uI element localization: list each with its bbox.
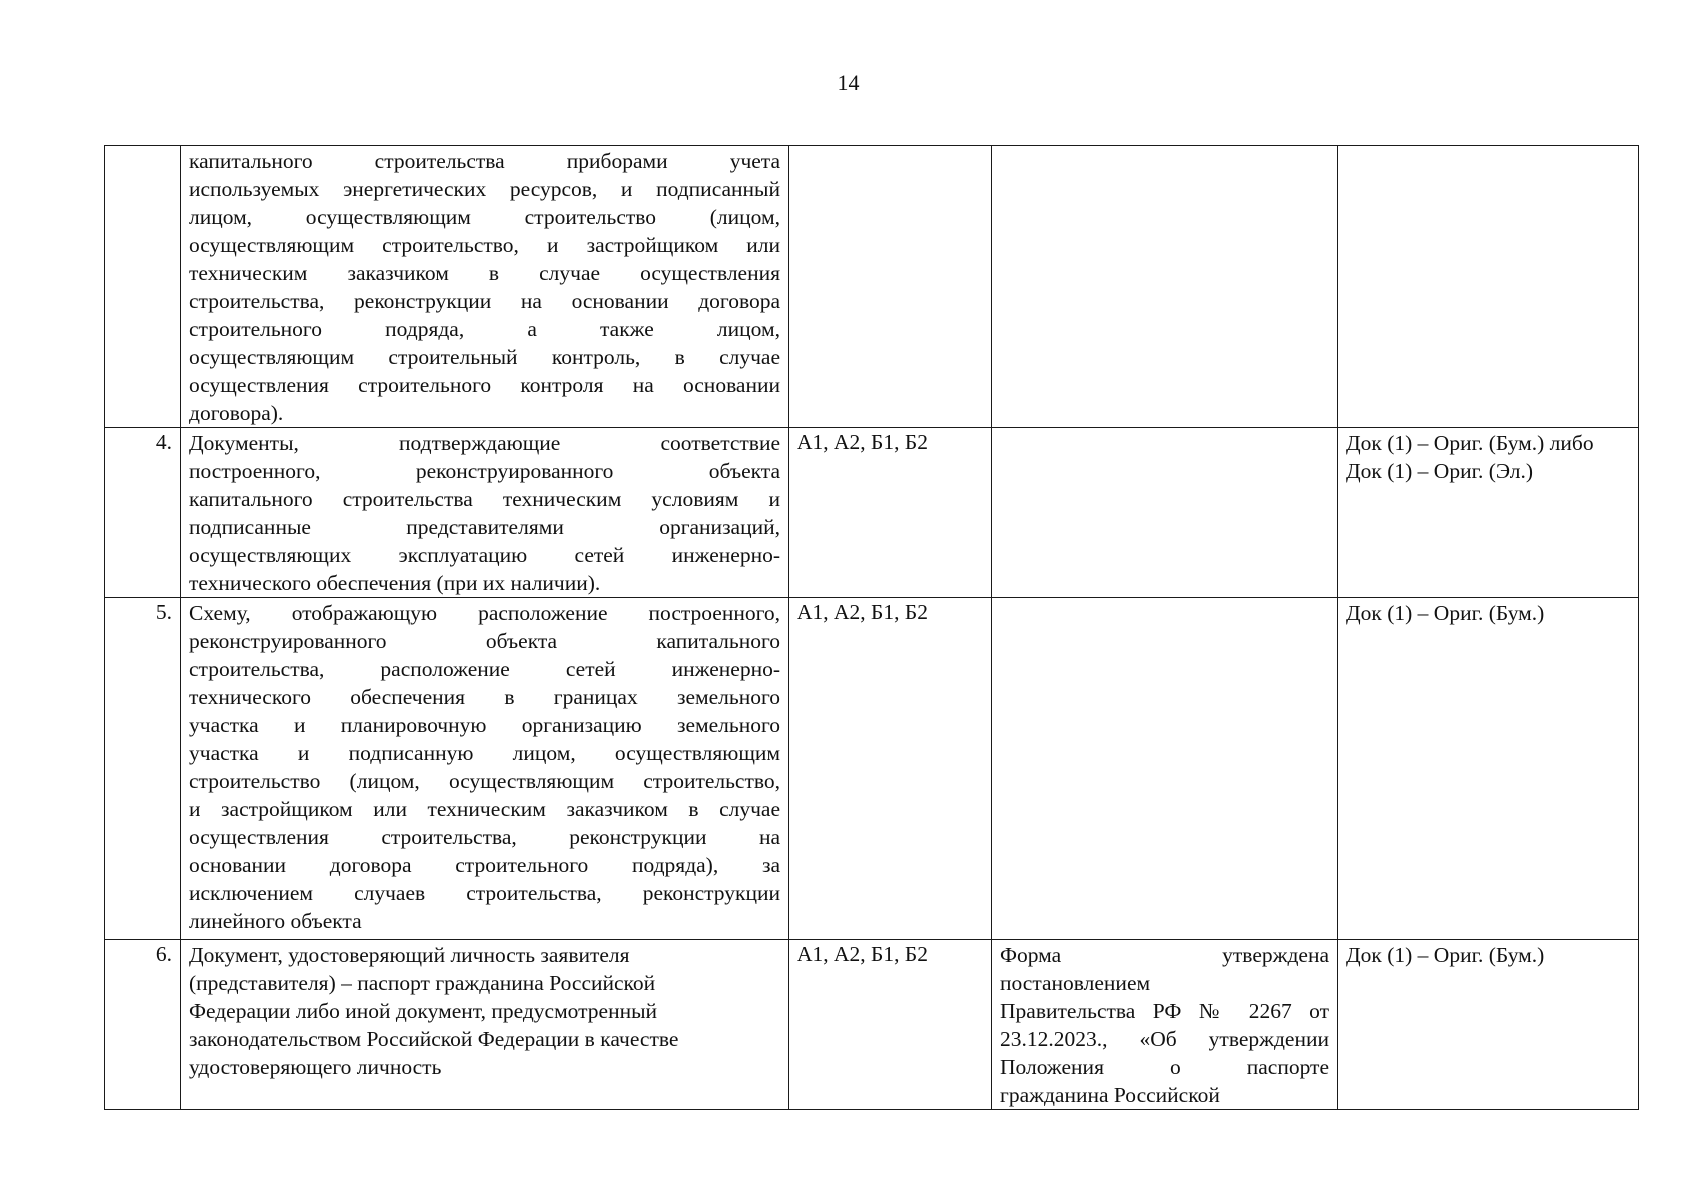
text-line: удостоверяющего личность — [189, 1055, 442, 1079]
applicant-codes: А1, А2, Б1, Б2 — [789, 940, 992, 1110]
document-form — [1338, 598, 1639, 940]
row-number: 6. — [105, 940, 181, 1110]
text-line: осуществления строительного контроля на основании — [189, 373, 780, 397]
text-line: Док (1) – Ориг. (Бум.) — [1346, 943, 1545, 967]
text-line: Схему, отображающую расположение построенного, — [189, 601, 780, 625]
table-row — [105, 940, 1639, 1110]
text-line: осуществляющих эксплуатацию сетей инженерно- — [189, 543, 780, 567]
text-line: строительного подряда, а также лицом, — [189, 317, 780, 341]
document-requirements — [992, 598, 1338, 940]
text-line: Правительства РФ № 2267 от — [1000, 999, 1329, 1023]
row-number — [105, 146, 181, 428]
applicant-codes: А1, А2, Б1, Б2 — [789, 428, 992, 598]
document-form — [1338, 940, 1639, 1110]
text-line: осуществляющим строительство, и застройщиком или — [189, 233, 780, 257]
text-line: капитального строительства техническим условиям и — [189, 487, 780, 511]
page-number: 14 — [837, 70, 860, 95]
text-line: построенного, реконструированного объекта — [189, 459, 780, 483]
text-line: законодательством Российской Федерации в качестве — [189, 1027, 679, 1051]
document-description — [181, 146, 789, 428]
row-number: 4. — [105, 428, 181, 598]
row-number: 5. — [105, 598, 181, 940]
text-line: исключением случаев строительства, реконструкции — [189, 881, 780, 905]
text-line: Док (1) – Ориг. (Эл.) — [1346, 459, 1534, 483]
text-line: технического обеспечения (при их наличии). — [189, 571, 601, 595]
text-line: техническим заказчиком в случае осуществления — [189, 261, 780, 285]
document-requirements — [992, 428, 1338, 598]
text-line: осуществления строительства, реконструкции на — [189, 825, 780, 849]
table-row — [105, 428, 1639, 598]
table-row — [105, 598, 1639, 940]
text-line: капитального строительства приборами учета — [189, 149, 780, 173]
text-line: подписанные представителями организаций, — [189, 515, 780, 539]
text-line: Документ, удостоверяющий личность заявителя — [189, 943, 630, 967]
text-line: Федерации либо иной документ, предусмотренный — [189, 999, 658, 1023]
document-form — [1338, 146, 1639, 428]
text-line: Док (1) – Ориг. (Бум.) — [1346, 601, 1545, 625]
applicant-codes: А1, А2, Б1, Б2 — [789, 598, 992, 940]
document-description — [181, 428, 789, 598]
text-line: участка и планировочную организацию земельного — [189, 713, 780, 737]
text-line: Положения о паспорте — [1000, 1055, 1329, 1079]
text-line: строительства, реконструкции на основании договора — [189, 289, 780, 313]
text-line: Док (1) – Ориг. (Бум.) либо — [1346, 431, 1594, 455]
text-line: строительства, расположение сетей инженерно- — [189, 657, 780, 681]
text-line: лицом, осуществляющим строительство (лицом, — [189, 205, 780, 229]
document-description — [181, 598, 789, 940]
text-line: линейного объекта — [189, 909, 362, 933]
text-line: и застройщиком или техническим заказчиком в случае — [189, 797, 780, 821]
text-line: осуществляющим строительный контроль, в случае — [189, 345, 780, 369]
text-line: договора). — [189, 401, 284, 425]
text-line: технического обеспечения в границах земельного — [189, 685, 780, 709]
text-line: гражданина Российской — [1000, 1083, 1220, 1107]
applicant-codes — [789, 146, 992, 428]
text-line: 23.12.2023., «Об утверждении — [1000, 1027, 1329, 1051]
table-row — [105, 146, 1639, 428]
documents-table — [104, 145, 1639, 1110]
document-description — [181, 940, 789, 1110]
text-line: Форма утверждена — [1000, 943, 1329, 967]
document-requirements — [992, 146, 1338, 428]
text-line: строительство (лицом, осуществляющим строительство, — [189, 769, 780, 793]
text-line: основании договора строительного подряда), за — [189, 853, 780, 877]
text-line: используемых энергетических ресурсов, и подписанный — [189, 177, 780, 201]
text-line: участка и подписанную лицом, осуществляющим — [189, 741, 780, 765]
document-form — [1338, 428, 1639, 598]
text-line: Документы, подтверждающие соответствие — [189, 431, 780, 455]
text-line: (представителя) – паспорт гражданина Российской — [189, 971, 656, 995]
text-line: постановлением — [1000, 971, 1151, 995]
document-requirements — [992, 940, 1338, 1110]
text-line: реконструированного объекта капитального — [189, 629, 780, 653]
